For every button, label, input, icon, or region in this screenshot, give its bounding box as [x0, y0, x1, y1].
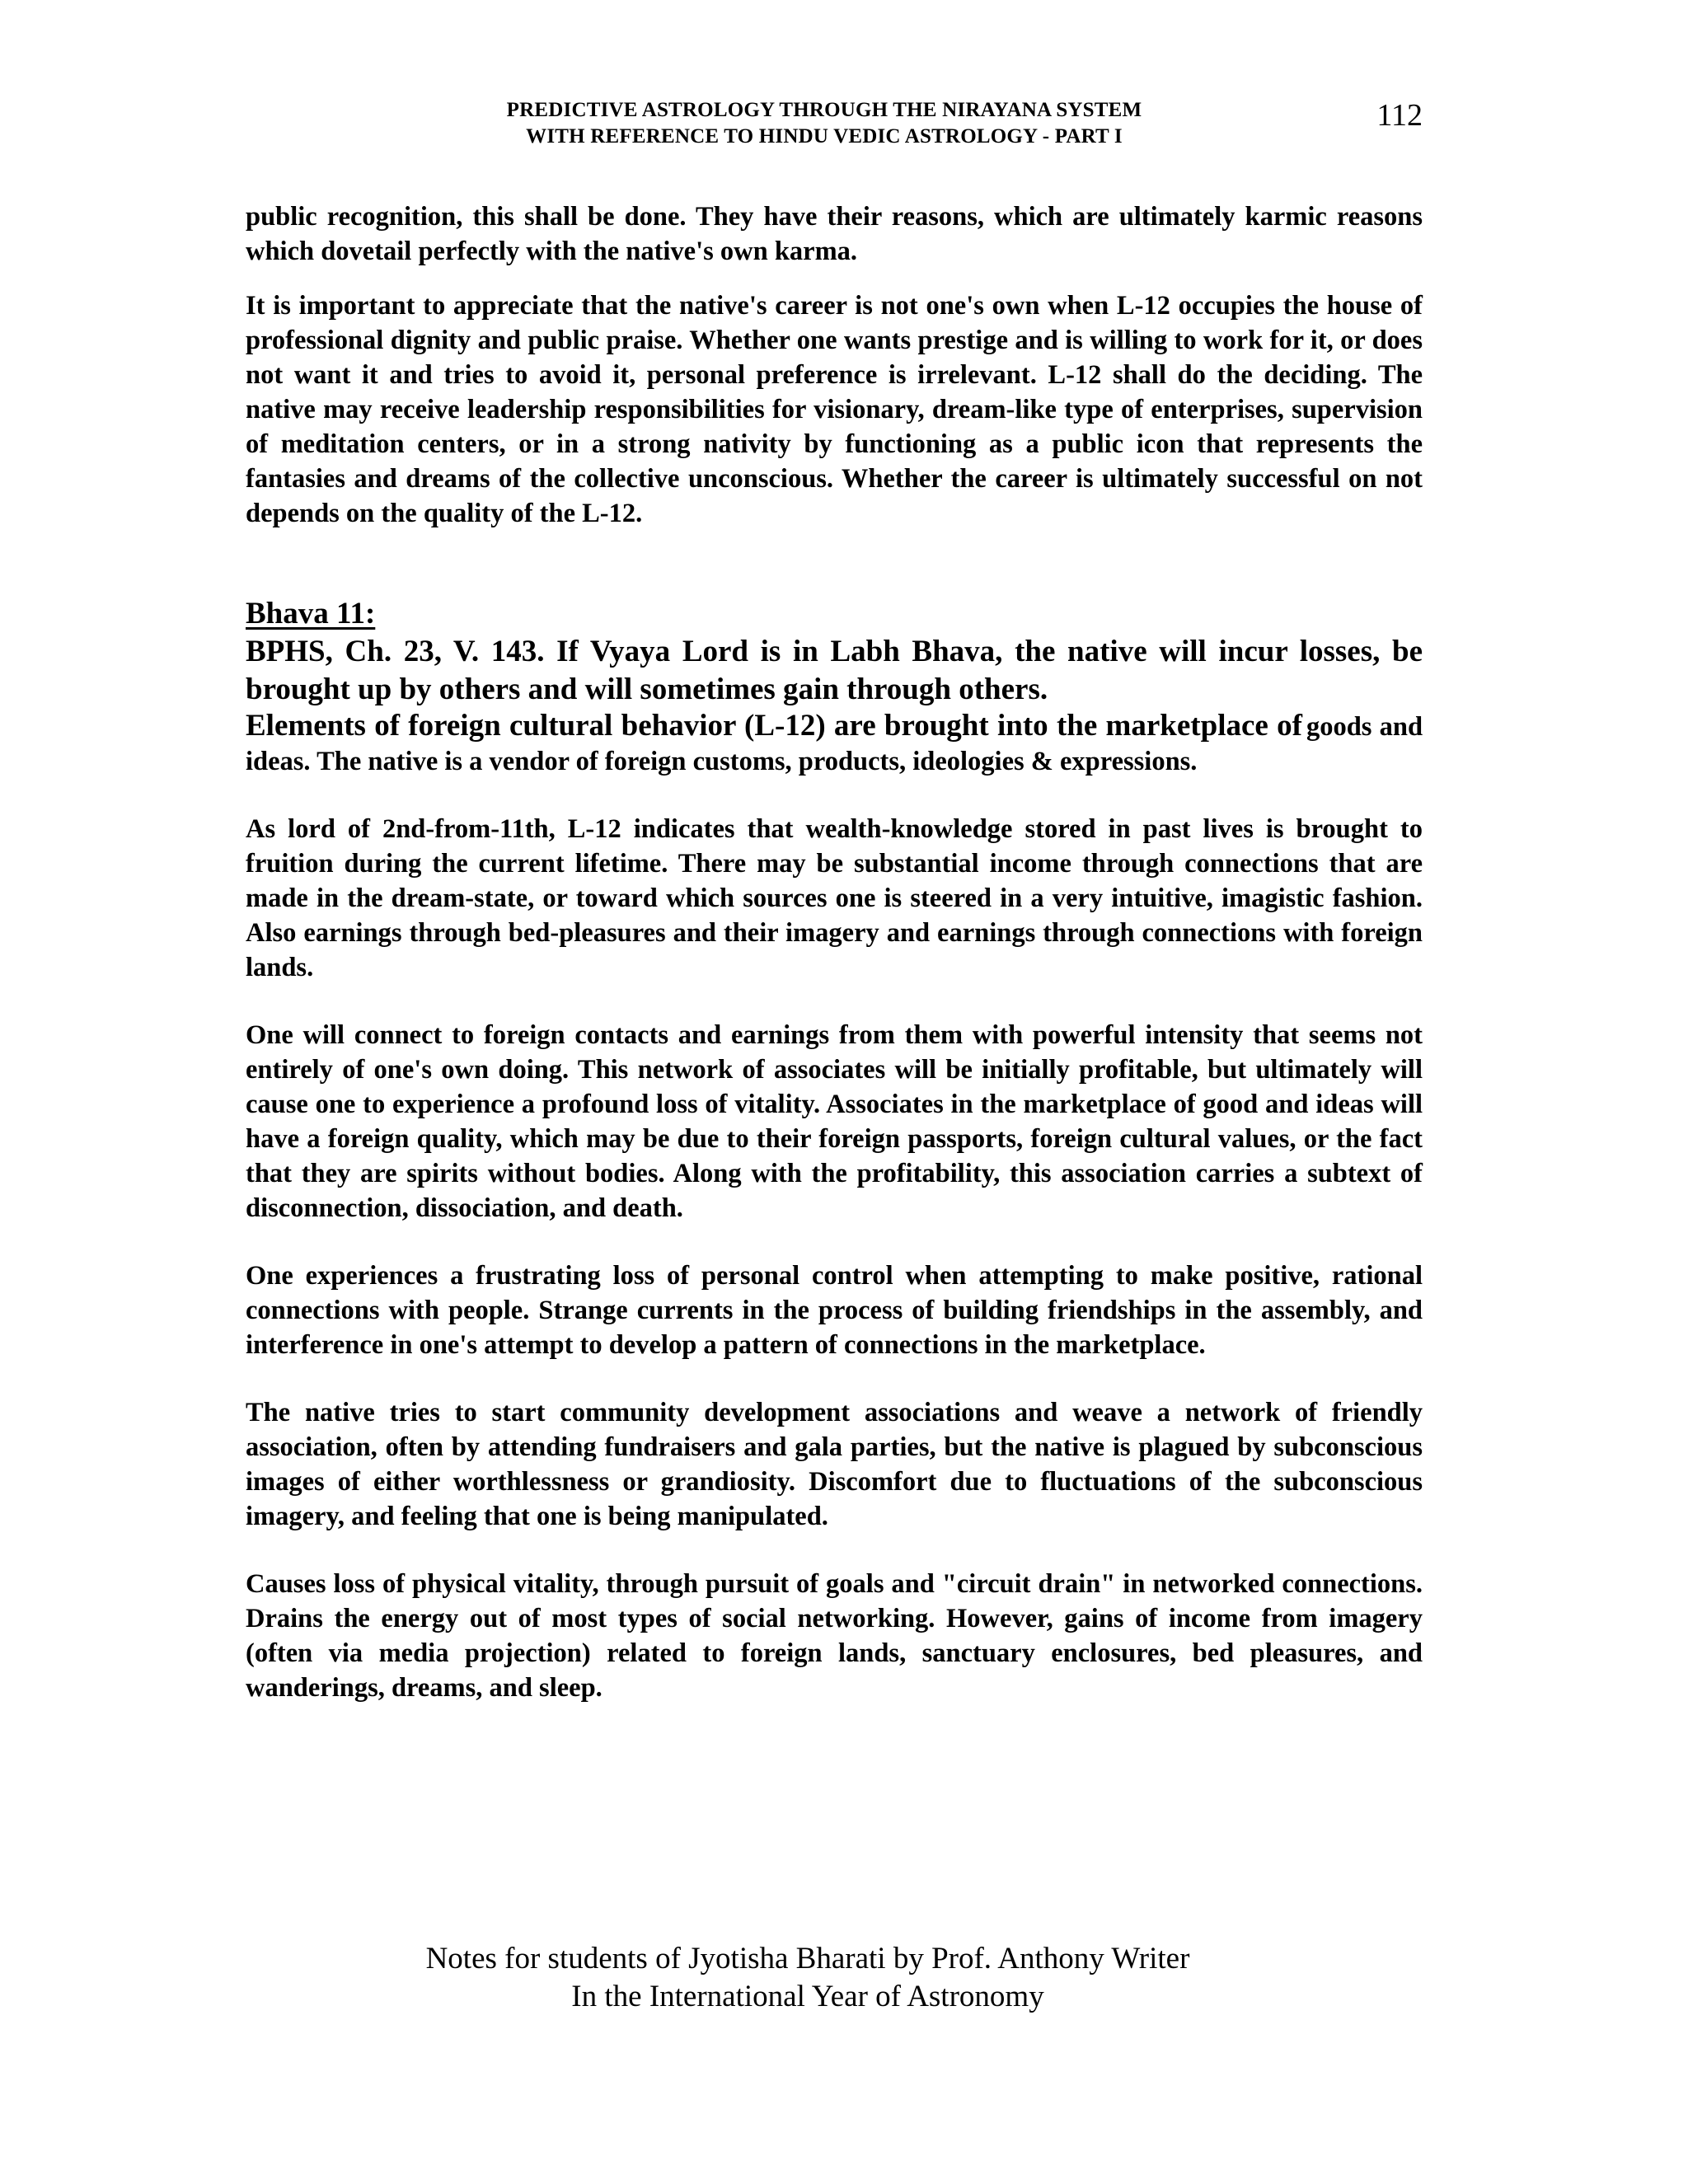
section-bhava-11 — [246, 595, 1423, 779]
paragraph-career: It is important to appreciate that the native's career is not one's own when L-12 occupies the house of professional dignity and public praise. Whether one wants prestige and is willing to work for it, or does not want it and tries to avoid it, personal preference is irrelevant. L-12 shall do the deciding. The native may receive leadership responsibilities for visionary, dream-like type of enterprises, supervision of meditation centers, or in a strong nativity by functioning as a public icon that represents the fantasies and dreams of the collective unconscious. Whether the career is ultimately successful on not depends on the quality of the L-12. — [246, 291, 1423, 528]
header-title-line-1: PREDICTIVE ASTROLOGY THROUGH THE NIRAYANA SYSTEM — [506, 99, 1142, 121]
page-footer — [247, 1940, 1368, 2016]
paragraph-foreign-contacts: One will connect to foreign contacts and earnings from them with powerful intensity that seems not entirely of one's own doing. This network of associates will be initially profitable, but ultimately will cause one to experience a profound loss of vitality. Associates in the marketplace of good and ideas will have a foreign quality, which may be due to their foreign passports, foreign cultural values, or the fact that they are spirits without bodies. Along with the profitability, this association carries a subtext of disconnection, dissociation, and death. — [246, 1020, 1423, 1223]
page-body — [246, 199, 1423, 1705]
paragraph-continued: public recognition, this shall be done. They have their reasons, which are ultimately karmic reasons which dovetail perfectly with the native's own karma. — [246, 202, 1423, 266]
bphs-quote: BPHS, Ch. 23, V. 143. If Vyaya Lord is in Labh Bhava, the native will incur losses, be brought up by others and will sometimes gain through others. — [246, 635, 1423, 706]
paragraph-vitality: Causes loss of physical vitality, through pursuit of goals and "circuit drain" in networked connections. Drains the energy out of most types of social networking. However, gains of income from imagery (often via media projection) related to foreign lands, sanctuary enclosures, bed pleasures, and wanderings, dreams, and sleep. — [246, 1569, 1423, 1703]
elements-paragraph — [246, 709, 1423, 779]
running-header — [247, 97, 1401, 150]
footer-line-1: Notes for students of Jyotisha Bharati by Prof. Anthony Writer — [425, 1942, 1190, 1975]
page-number: 112 — [1376, 98, 1423, 133]
header-title-line-2: WITH REFERENCE TO HINDU VEDIC ASTROLOGY - PART I — [526, 125, 1123, 148]
elements-lead-text: Elements of foreign cultural behavior (L-12) are brought into the marketplace of — [246, 709, 1302, 743]
elements-rest-text: goods and ideas. The native is a vendor of foreign customs, products, ideologies & expressions. — [246, 712, 1423, 776]
paragraph-community: The native tries to start community development associations and weave a network of friendly association, often by attending fundraisers and gala parties, but the native is plagued by subconscious images of either worthlessness or grandiosity. Discomfort due to fluctuations of the subconscious imagery, and feeling that one is being manipulated. — [246, 1398, 1423, 1531]
section-heading: Bhava 11: — [246, 597, 376, 630]
footer-line-2: In the International Year of Astronomy — [571, 1980, 1044, 2013]
paragraph-loss-of-control: One experiences a frustrating loss of personal control when attempting to make positive, rational connections with people. Strange currents in the process of building friendships in the assembly, and interference in one's attempt to develop a pattern of connections in the marketplace. — [246, 1261, 1423, 1360]
paragraph-wealth: As lord of 2nd-from-11th, L-12 indicates that wealth-knowledge stored in past lives is brought to fruition during the current lifetime. There may be substantial income through connections that are made in the dream-state, or toward which sources one is steered in a very intuitive, imagistic fashion. Also earnings through bed-pleasures and their imagery and earnings through connections with foreign lands. — [246, 814, 1423, 982]
